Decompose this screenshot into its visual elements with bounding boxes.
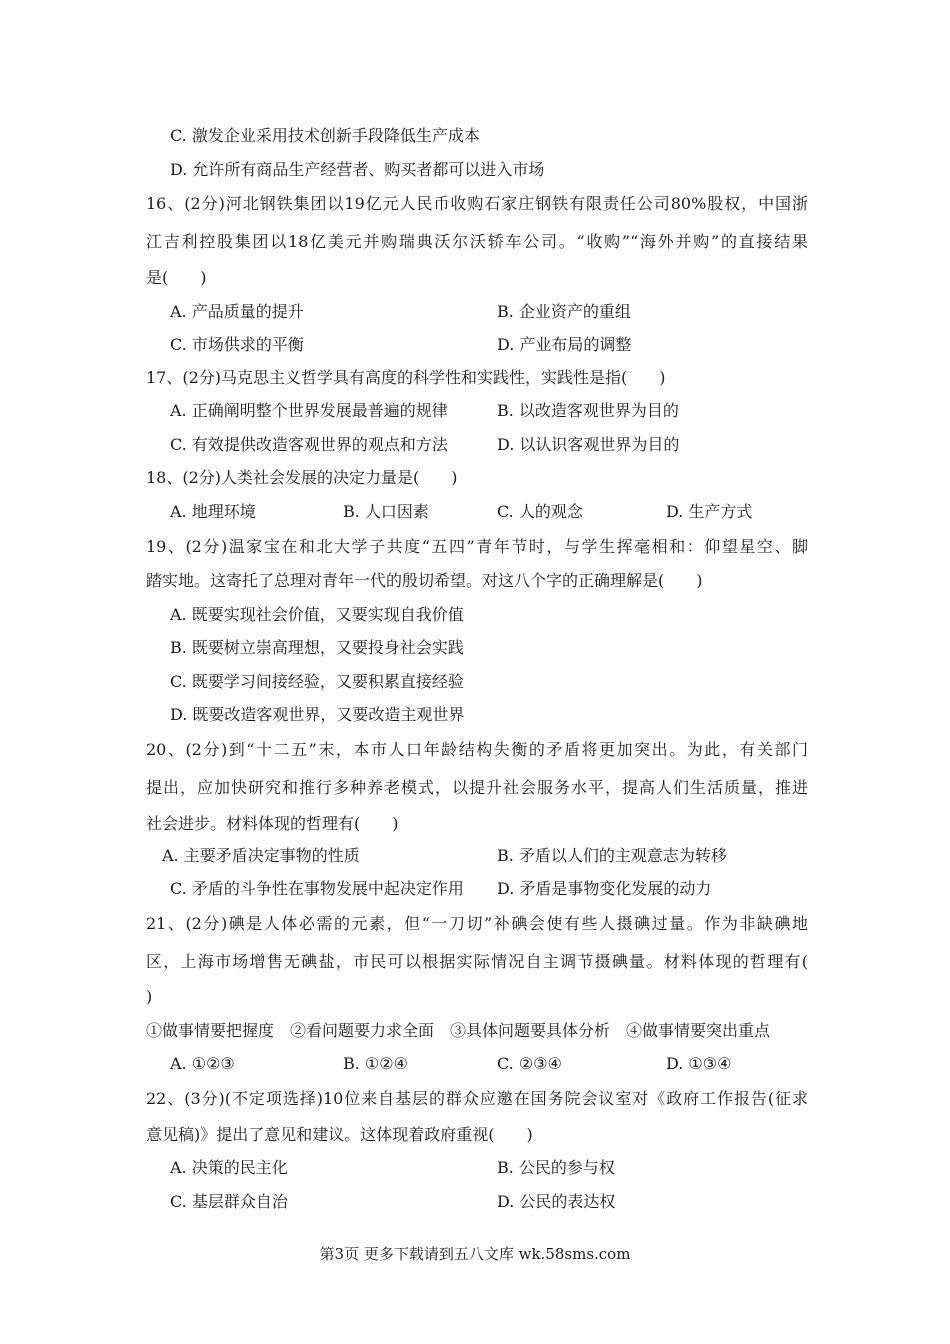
q17-option-d: D. 以认识客观世界为目的 bbox=[497, 435, 680, 454]
q21-option-d: D. ①③④ bbox=[666, 1054, 732, 1073]
q22-option-c: C. 基层群众自治 bbox=[170, 1192, 288, 1211]
q17-option-b: B. 以改造客观世界为目的 bbox=[497, 401, 679, 420]
q20-option-a: A. 主要矛盾决定事物的性质 bbox=[162, 846, 360, 865]
q16-option-b: B. 企业资产的重组 bbox=[497, 302, 631, 321]
q19-stem-line-1: 19、(2分)温家宝在和北大学子共度“五四”青年节时，与学生挥毫相和：仰望星空、脚 bbox=[146, 537, 808, 556]
q22-stem-line-2: 意见稿)》提出了意见和建议。这体现着政府重视( ) bbox=[146, 1125, 533, 1144]
q18-option-a: A. 地理环境 bbox=[170, 502, 256, 521]
q17-option-c: C. 有效提供改造客观世界的观点和方法 bbox=[170, 435, 448, 454]
q22-option-d: D. 公民的表达权 bbox=[497, 1192, 616, 1211]
q16-option-d: D. 产业布局的调整 bbox=[497, 335, 632, 354]
q18-stem: 18、(2分)人类社会发展的决定力量是( ) bbox=[146, 468, 458, 487]
q21-option-a: A. ①②③ bbox=[170, 1054, 235, 1073]
q15-option-d: D. 允许所有商品生产经营者、购买者都可以进入市场 bbox=[170, 160, 545, 179]
q17-stem: 17、(2分)马克思主义哲学具有高度的科学性和实践性，实践性是指( ) bbox=[146, 368, 666, 387]
q19-stem-line-2: 踏实地。这寄托了总理对青年一代的殷切希望。对这八个字的正确理解是( ) bbox=[146, 571, 703, 590]
q21-option-c: C. ②③④ bbox=[497, 1054, 562, 1073]
q22-option-b: B. 公民的参与权 bbox=[497, 1158, 615, 1177]
q19-option-d: D. 既要改造客观世界，又要改造主观世界 bbox=[170, 705, 465, 724]
q21-stem-line-2: 区，上海市场增售无碘盐，市民可以根据实际情况自主调节摄碘量。材料体现的哲理有( bbox=[146, 952, 808, 971]
q19-option-a: A. 既要实现社会价值，又要实现自我价值 bbox=[170, 605, 464, 624]
q17-option-a: A. 正确阐明整个世界发展最普遍的规律 bbox=[170, 401, 448, 420]
q20-stem-line-2: 提出，应加快研究和推行多种养老模式，以提升社会服务水平，提高人们生活质量，推进 bbox=[146, 778, 808, 797]
page-footer: 第3页 更多下载请到五八文库 wk.58sms.com bbox=[319, 1245, 631, 1263]
q18-option-c: C. 人的观念 bbox=[497, 502, 583, 521]
q21-stem-line-1: 21、(2分)碘是人体必需的元素，但“一刀切”补碘会使有些人摄碘过量。作为非缺碘地 bbox=[146, 914, 808, 933]
q15-option-c: C. 激发企业采用技术创新手段降低生产成本 bbox=[170, 126, 480, 145]
q18-option-b: B. 人口因素 bbox=[343, 502, 429, 521]
q20-option-b: B. 矛盾以人们的主观意志为转移 bbox=[497, 846, 727, 865]
q16-option-a: A. 产品质量的提升 bbox=[170, 302, 304, 321]
q20-stem-line-1: 20、(2分)到“十二五”末，本市人口年龄结构失衡的矛盾将更加突出。为此，有关部门 bbox=[146, 740, 808, 759]
q20-option-d: D. 矛盾是事物变化发展的动力 bbox=[497, 879, 712, 898]
q19-option-b: B. 既要树立崇高理想，又要投身社会实践 bbox=[170, 638, 464, 657]
q16-stem-line-3: 是( ) bbox=[146, 268, 207, 287]
q21-option-b: B. ①②④ bbox=[343, 1054, 408, 1073]
q22-option-a: A. 决策的民主化 bbox=[170, 1158, 288, 1177]
q20-stem-line-3: 社会进步。材料体现的哲理有( ) bbox=[146, 814, 399, 833]
q21-stem-line-3: ) bbox=[146, 987, 153, 1006]
q18-option-d: D. 生产方式 bbox=[666, 502, 753, 521]
q16-stem-line-2: 江吉利控股集团以18亿美元并购瑞典沃尔沃轿车公司。“收购”“海外并购”的直接结果 bbox=[146, 232, 808, 251]
q22-stem-line-1: 22、(3分)(不定项选择)10位来自基层的群众应邀在国务院会议室对《政府工作报告(征求 bbox=[146, 1089, 808, 1108]
q19-option-c: C. 既要学习间接经验，又要积累直接经验 bbox=[170, 672, 464, 691]
q21-statement-list: ①做事情要把握度 ②看问题要力求全面 ③具体问题要具体分析 ④做事情要突出重点 bbox=[146, 1021, 771, 1040]
q16-option-c: C. 市场供求的平衡 bbox=[170, 335, 304, 354]
q16-stem-line-1: 16、(2分)河北钢铁集团以19亿元人民币收购石家庄钢铁有限责任公司80%股权，中国浙 bbox=[146, 194, 808, 213]
q20-option-c: C. 矛盾的斗争性在事物发展中起决定作用 bbox=[170, 879, 464, 898]
